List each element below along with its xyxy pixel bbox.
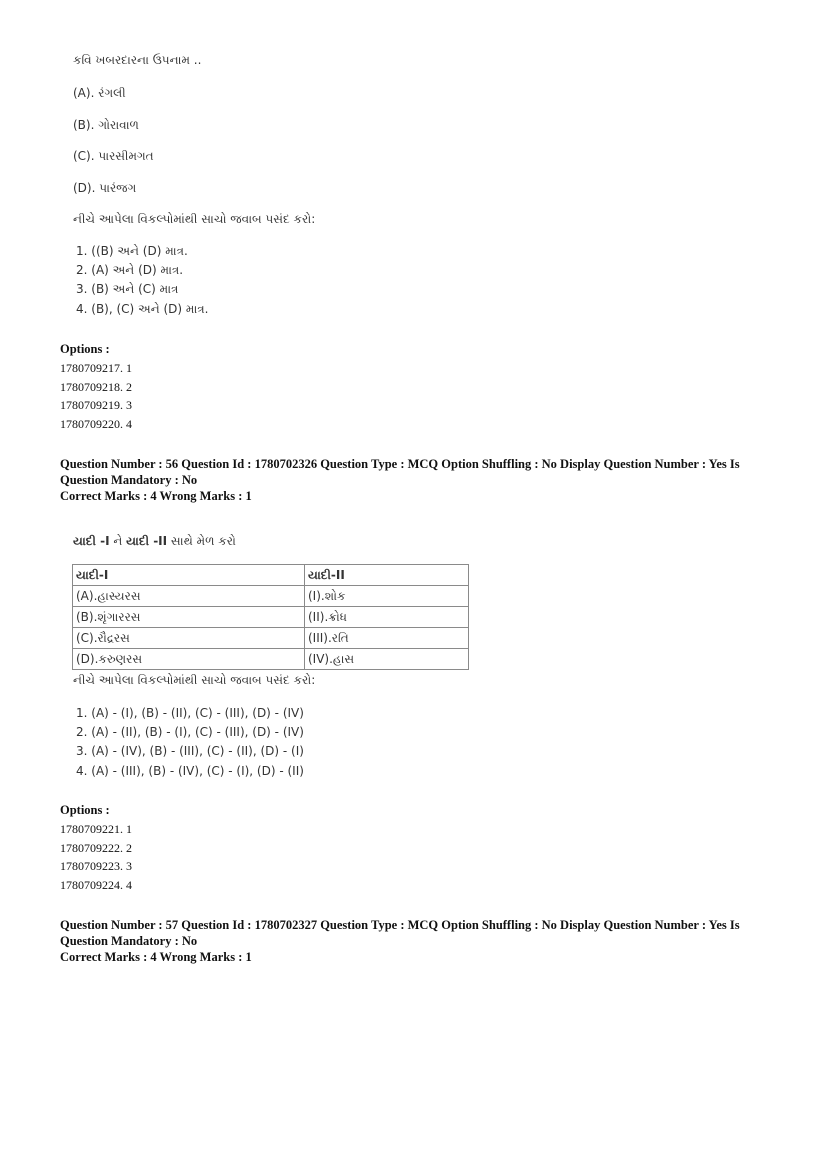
- q55-instruction: નીચે આપેલા વિકલ્પોમાંથી સાચો જવાબ પસંદ કરો:: [73, 212, 316, 226]
- table-cell: (A).હાસ્યરસ: [73, 586, 305, 607]
- q56-answer-4: 4. (A) - (III), (B) - (IV), (C) - (I), (D) - (II): [76, 763, 304, 778]
- q55-option-3: 1780709219. 3: [60, 398, 132, 413]
- table-cell: (I).શોક: [305, 586, 469, 607]
- table-row: [73, 586, 469, 607]
- q56-answer-list: [76, 704, 304, 781]
- q55-answer-list: [76, 242, 208, 319]
- q56-options-label: Options :: [60, 803, 110, 817]
- q56-answer-2: 2. (A) - (II), (B) - (I), (C) - (III), (D) - (IV): [76, 725, 304, 740]
- q57-meta-line3: Correct Marks : 4 Wrong Marks : 1: [60, 950, 252, 964]
- table-row: [73, 628, 469, 649]
- q55-answer-1: 1. ((B) અને (D) માત્ર.: [76, 244, 188, 258]
- q56-options-list: [60, 820, 132, 894]
- table-cell: (D).કરુણરસ: [73, 649, 305, 670]
- table-header-row: [73, 565, 469, 586]
- q56-stem: [73, 534, 236, 549]
- q55-choice-b: (B). ગોરાવાળ: [73, 118, 139, 132]
- q57-meta-line1: Question Number : 57 Question Id : 1780702327 Question Type : MCQ Option Shuffling : No Display Question Number : Yes Is: [60, 918, 740, 932]
- q55-option-4: 1780709220. 4: [60, 416, 132, 431]
- q55-choice-d: (D). પારંજગ: [73, 181, 137, 195]
- q55-answer-3: 3. (B) અને (C) માત્ર: [76, 282, 179, 297]
- q55-options-label: Options :: [60, 342, 110, 356]
- q56-option-4: 1780709224. 4: [60, 877, 132, 892]
- table-row: [73, 607, 469, 628]
- q56-match-table: [72, 564, 469, 670]
- q55-option-2: 1780709218. 2: [60, 379, 132, 394]
- q55-choice-a: (A). રંગલી: [73, 86, 126, 100]
- q56-stem-end: સાથે મેળ કરો: [167, 534, 236, 548]
- q56-stem-joiner: ને: [109, 534, 127, 548]
- q55-option-1: 1780709217. 1: [60, 361, 132, 375]
- q56-meta-line1: Question Number : 56 Question Id : 1780702326 Question Type : MCQ Option Shuffling : No Display Question Number : Yes Is: [60, 457, 740, 471]
- q56-option-1: 1780709221. 1: [60, 822, 132, 836]
- table-header-list2: યાદી-II: [305, 565, 469, 586]
- table-cell: (IV).હાસ: [305, 649, 469, 670]
- table-header-list1: યાદી-I: [73, 565, 305, 586]
- q57-meta-line2: Question Mandatory : No: [60, 934, 198, 948]
- q56-option-2: 1780709222. 2: [60, 840, 132, 855]
- q56-meta-line2: Question Mandatory : No: [60, 473, 198, 487]
- q55-options-list: [60, 359, 132, 433]
- table-cell: (B).શૃંગારરસ: [73, 607, 305, 628]
- q56-answer-3: 3. (A) - (IV), (B) - (III), (C) - (II), (D) - (I): [76, 744, 304, 759]
- q56-stem-list1: યાદી -I: [73, 534, 110, 548]
- table-cell: (III).રતિ: [305, 628, 469, 649]
- table-cell: (C).રૌદ્રરસ: [73, 628, 305, 649]
- q56-instruction: નીચે આપેલા વિકલ્પોમાંથી સાચો જવાબ પસંદ કરો:: [73, 673, 316, 687]
- q56-option-3: 1780709223. 3: [60, 859, 132, 874]
- q55-answer-2: 2. (A) અને (D) માત્ર.: [76, 263, 184, 278]
- q55-stem: કવિ ખબરદારના ઉપનામ ..: [73, 53, 202, 67]
- table-cell: (II).ક્રોધ: [305, 607, 469, 628]
- q56-meta-line3: Correct Marks : 4 Wrong Marks : 1: [60, 489, 252, 503]
- q55-choice-c: (C). પારસીમગત: [73, 149, 154, 163]
- q56-stem-list2: યાદી -II: [126, 534, 168, 548]
- q55-answer-4: 4. (B), (C) અને (D) માત્ર.: [76, 301, 209, 316]
- table-row: [73, 649, 469, 670]
- q56-answer-1: 1. (A) - (I), (B) - (II), (C) - (III), (D) - (IV): [76, 706, 304, 720]
